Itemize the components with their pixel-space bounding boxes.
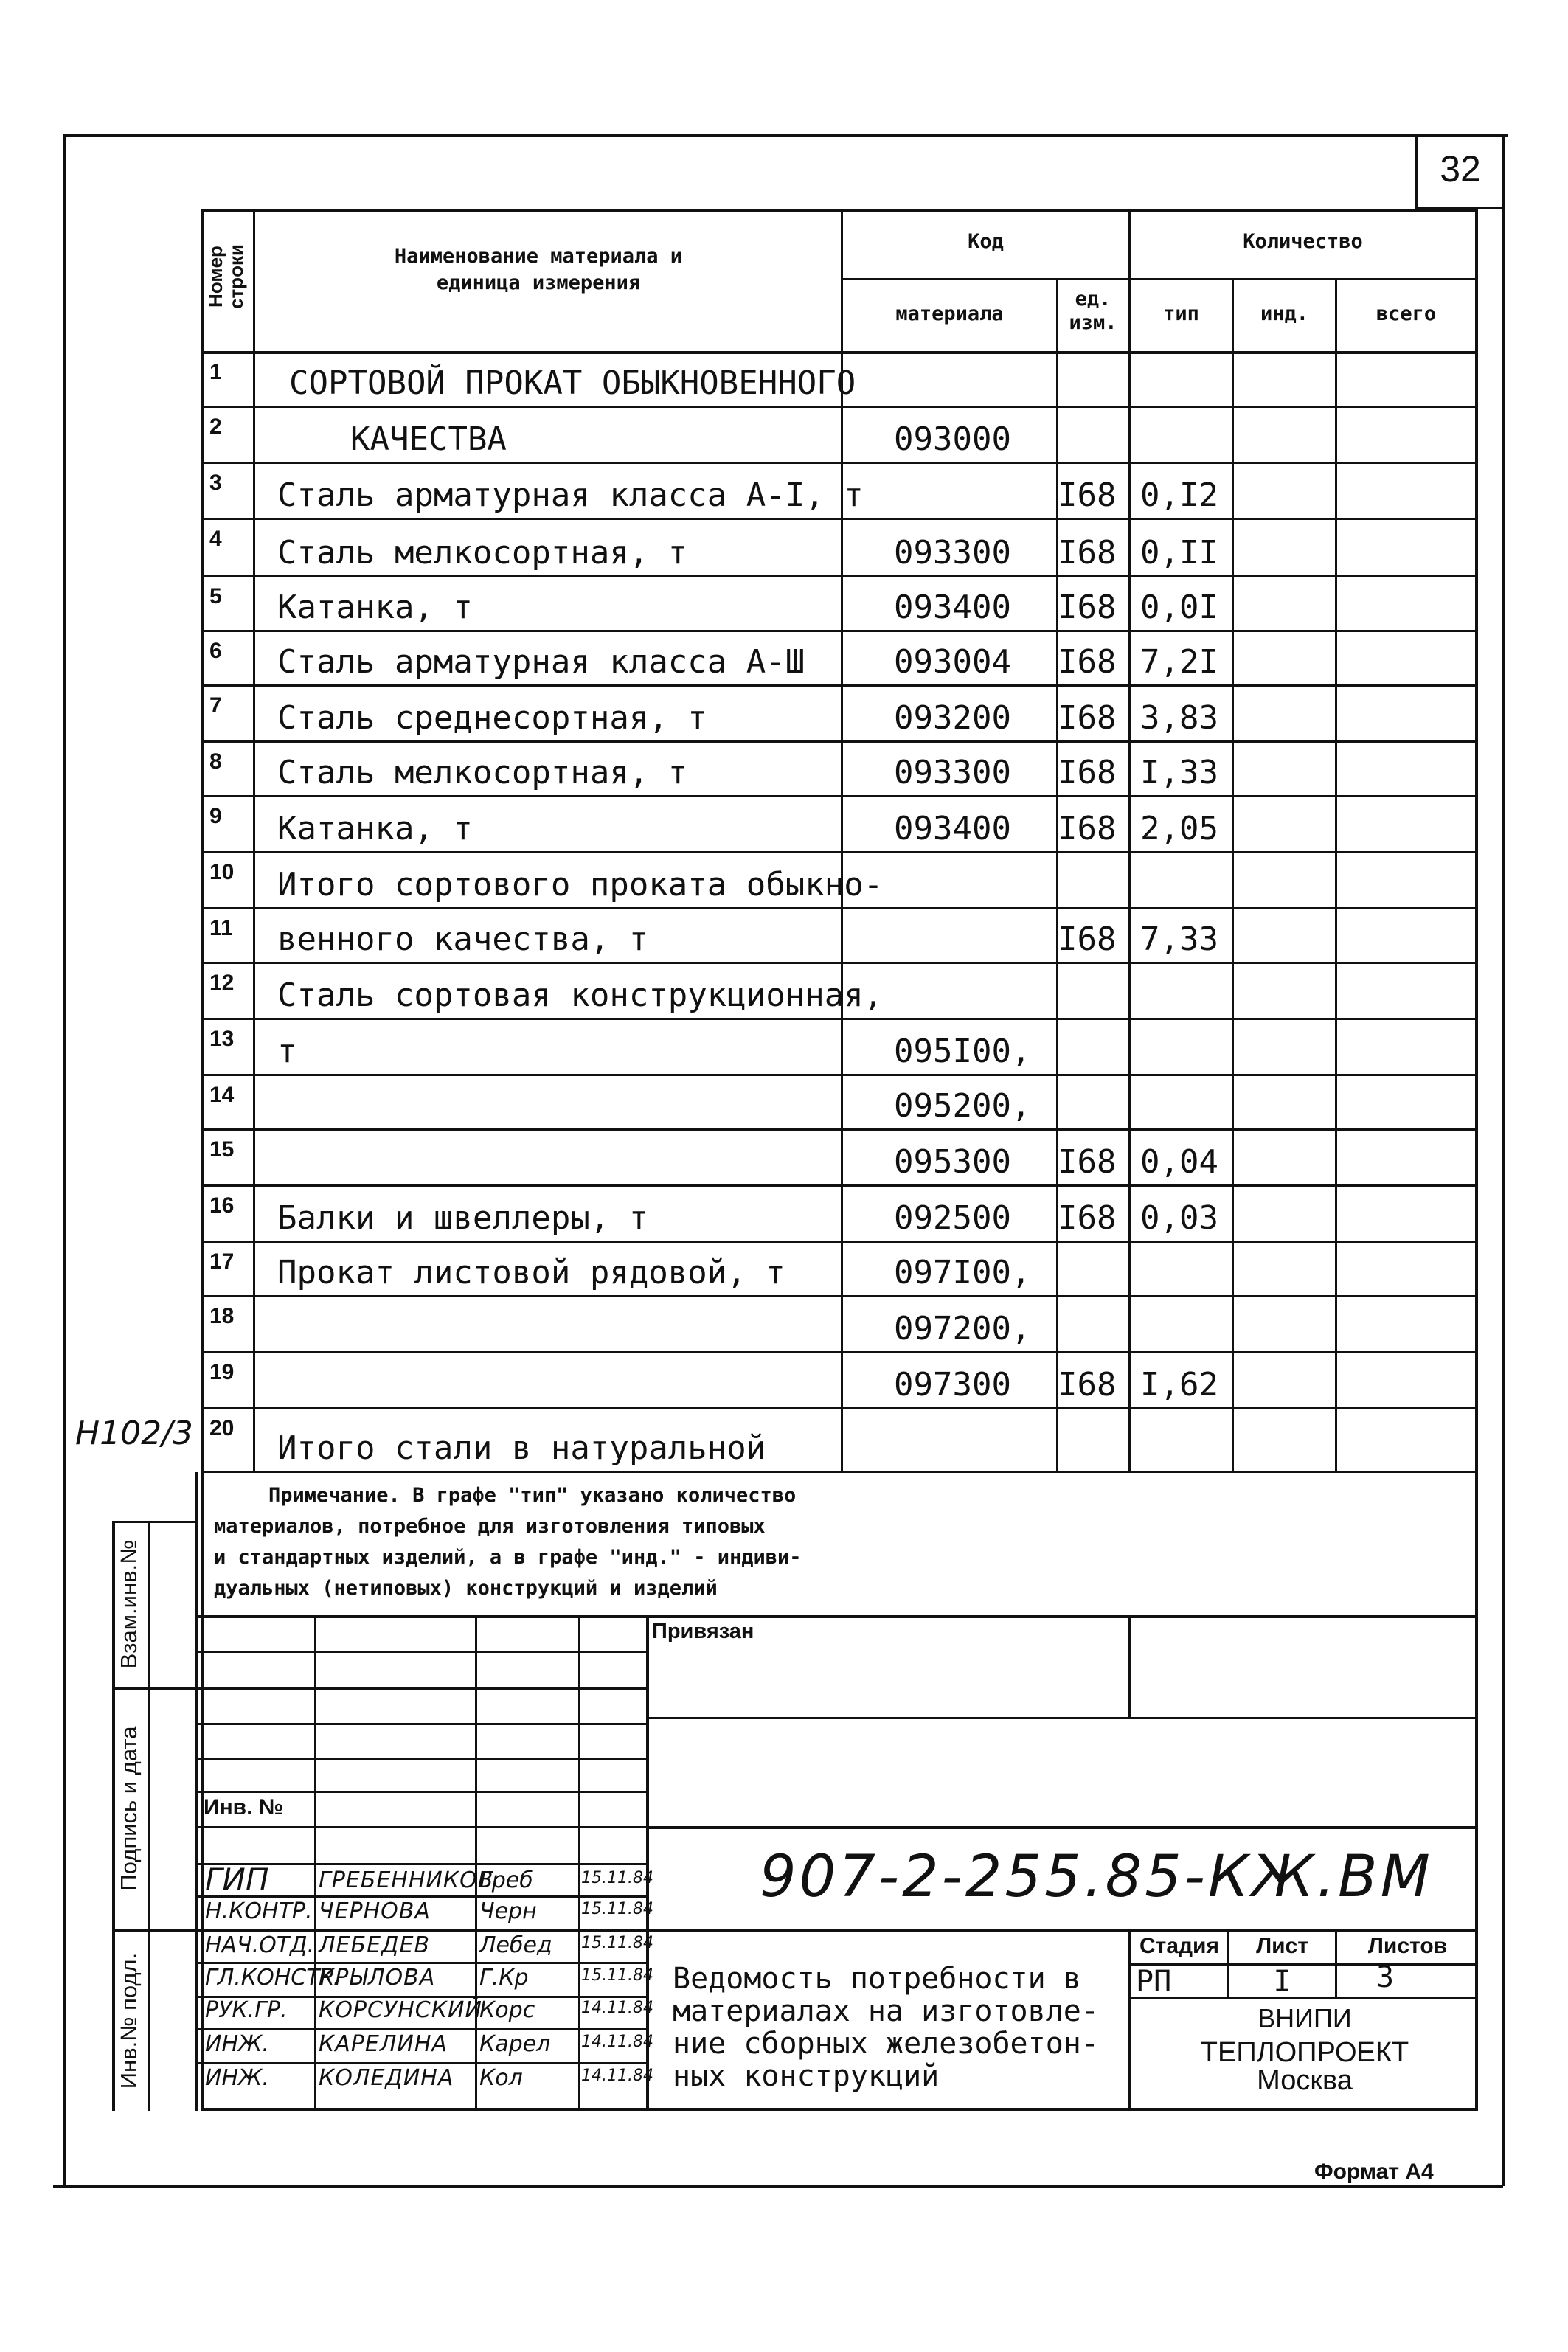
row-name: Итого сортового проката обыкно-	[277, 866, 884, 903]
row-separator	[201, 740, 1478, 743]
stage-value: РП	[1136, 1965, 1172, 1999]
row-number: 9	[209, 804, 222, 828]
row-unit: I68	[1058, 476, 1117, 514]
header-code-unit: ед. изм.	[1069, 288, 1117, 334]
row-separator	[201, 1471, 1478, 1473]
tb-privyazan-divider	[1128, 1615, 1131, 1718]
org-line-3: Москва	[1257, 2065, 1353, 2096]
row-code: 097300	[894, 1366, 1011, 1404]
row-name: Сталь мелкосортная, т	[277, 534, 688, 572]
document-designation: 907-2-255.85-КЖ.ВМ	[760, 1844, 1433, 1910]
row-name: СОРТОВОЙ ПРОКАТ ОБЫКНОВЕННОГО	[289, 364, 856, 402]
row-separator	[201, 406, 1478, 408]
format-label: Формат А4	[1314, 2160, 1434, 2184]
org-line-1: ВНИПИ	[1257, 2003, 1352, 2033]
header-qty-type: тип	[1163, 302, 1199, 325]
row-number: 4	[209, 527, 222, 551]
row-number: 8	[209, 749, 222, 774]
row-separator	[201, 795, 1478, 797]
row-separator	[201, 1074, 1478, 1076]
row-number: 1	[209, 360, 222, 384]
sheet-label: Лист	[1256, 1934, 1308, 1958]
tb-row-line	[198, 1687, 646, 1690]
row-number: 10	[209, 860, 235, 884]
row-number: 5	[209, 584, 222, 608]
row-separator	[201, 851, 1478, 853]
col-line-6	[1335, 278, 1337, 1472]
tb-row-line	[198, 1651, 646, 1653]
row-code: 092500	[894, 1199, 1011, 1237]
row-unit: I68	[1058, 810, 1117, 847]
note-line: и стандартных изделий, а в графе "инд." - индиви-	[214, 1546, 802, 1569]
staff-date: 14.11.84	[581, 2067, 653, 2085]
staff-role: РУК.ГР.	[205, 1997, 288, 2023]
row-name: Прокат листовой рядовой, т	[277, 1254, 785, 1291]
row-code: 095I00,	[894, 1033, 1031, 1070]
row-unit: I68	[1058, 1366, 1117, 1404]
staff-role: ИНЖ.	[205, 2031, 269, 2057]
row-number: 20	[209, 1416, 235, 1440]
header-subline-code	[841, 278, 1478, 280]
staff-role: Н.КОНТР.	[205, 1898, 313, 1924]
side-code: Н102/3	[75, 1415, 193, 1452]
tb-row-line	[198, 2062, 646, 2064]
stamp-frame-top	[112, 1521, 198, 1523]
row-separator	[201, 907, 1478, 909]
row-number: 15	[209, 1137, 235, 1162]
stamp-sep-2	[112, 1929, 198, 1932]
col-line-3	[1056, 278, 1058, 1472]
tb-row-line	[198, 1758, 646, 1760]
stamp-frame-left	[112, 1521, 115, 2111]
table-frame-left	[201, 209, 204, 2109]
tb-row-line	[198, 1723, 646, 1725]
tb-line-designation-bottom	[646, 1929, 1478, 1932]
row-type-qty: 0,04	[1140, 1143, 1218, 1181]
staff-date: 15.11.84	[581, 1869, 653, 1887]
row-name: Сталь арматурная класса А-Ш	[277, 643, 805, 681]
row-separator	[201, 1407, 1478, 1409]
row-separator	[201, 1241, 1478, 1243]
staff-name: КОЛЕДИНА	[319, 2065, 454, 2091]
staff-date: 15.11.84	[581, 1934, 653, 1952]
outer-frame-bottom	[53, 2185, 1503, 2188]
tb-line-designation-top	[646, 1826, 1478, 1829]
row-type-qty: 0,0I	[1140, 589, 1218, 626]
row-name: т	[277, 1033, 297, 1070]
row-number: 19	[209, 1360, 235, 1384]
tb-line-privyazan	[646, 1717, 1478, 1719]
row-unit: I68	[1058, 534, 1117, 572]
description-line: ных конструкций	[673, 2059, 940, 2093]
row-code: 097I00,	[894, 1254, 1031, 1291]
row-name: Катанка, т	[277, 810, 473, 847]
header-code: Код	[968, 230, 1004, 253]
inv-no-label: Инв. №	[204, 1795, 284, 1819]
sheets-label: Листов	[1367, 1934, 1448, 1958]
row-code: 093300	[894, 534, 1011, 572]
row-number: 2	[209, 414, 222, 439]
row-name: Балки и швеллеры, т	[277, 1199, 649, 1237]
row-name: Катанка, т	[277, 589, 473, 626]
row-type-qty: I,33	[1140, 754, 1218, 791]
row-separator	[201, 962, 1478, 964]
staff-signature: Корс	[479, 1997, 535, 2023]
outer-frame-right	[1502, 134, 1505, 2186]
row-separator	[201, 684, 1478, 687]
stage-label: Стадия	[1139, 1934, 1220, 1958]
col-line-4	[1128, 209, 1131, 1472]
staff-signature: Греб	[479, 1867, 533, 1893]
staff-role: НАЧ.ОТД.	[205, 1932, 315, 1958]
row-separator	[201, 630, 1478, 632]
staff-role: ИНЖ.	[205, 2065, 269, 2091]
description-line: материалах на изготовле-	[673, 1994, 1099, 2028]
row-code: 095300	[894, 1143, 1011, 1181]
sheets-value: 3	[1376, 1960, 1395, 1994]
staff-name: ГРЕБЕННИКОВ	[319, 1867, 494, 1893]
table-frame-bottom	[201, 2108, 1478, 2111]
row-name: венного качества, т	[277, 920, 649, 958]
row-separator	[201, 575, 1478, 577]
row-name: Итого стали в натуральной	[277, 1429, 766, 1467]
staff-role: ГИП	[205, 1862, 269, 1898]
row-unit: I68	[1058, 699, 1117, 737]
staff-signature: Г.Кр	[479, 1965, 529, 1991]
row-separator	[201, 1351, 1478, 1353]
row-number: 12	[209, 971, 235, 995]
note-line: материалов, потребное для изготовления типовых	[214, 1515, 766, 1538]
row-type-qty: 0,II	[1140, 534, 1218, 572]
row-code: 093004	[894, 643, 1011, 681]
staff-date: 14.11.84	[581, 2033, 653, 2051]
side-label-inv-podl: Инв.№ подл.	[116, 1952, 142, 2089]
row-number: 18	[209, 1304, 235, 1328]
row-number: 7	[209, 693, 222, 718]
staff-date: 14.11.84	[581, 1999, 653, 2017]
row-type-qty: 7,2I	[1140, 643, 1218, 681]
row-code: 093400	[894, 589, 1011, 626]
tb-row-line	[198, 1962, 646, 1964]
note-bottom-line	[195, 1615, 1478, 1618]
tb-row-line	[198, 1791, 646, 1793]
row-code: 093400	[894, 810, 1011, 847]
header-qty-ind: инд.	[1260, 302, 1309, 325]
description-line: Ведомость потребности в	[673, 1962, 1081, 1996]
staff-signature: Черн	[479, 1898, 537, 1924]
header-code-material: материала	[895, 302, 1004, 325]
description-line: ние сборных железобетон-	[673, 2027, 1099, 2061]
row-number: 14	[209, 1083, 235, 1107]
row-unit: I68	[1058, 1199, 1117, 1237]
row-type-qty: 3,83	[1140, 699, 1218, 737]
row-name: Сталь среднесортная, т	[277, 699, 707, 737]
row-number: 6	[209, 639, 222, 663]
row-type-qty: 2,05	[1140, 810, 1218, 847]
staff-name: ЧЕРНОВА	[319, 1898, 431, 1924]
staff-date: 15.11.84	[581, 1966, 653, 1985]
row-unit: I68	[1058, 643, 1117, 681]
row-code: 097200,	[894, 1310, 1031, 1347]
row-number: 17	[209, 1249, 235, 1274]
header-name: Наименование материала и единица измерения	[394, 245, 683, 294]
row-name: Сталь арматурная класса А-I, т	[277, 476, 864, 514]
side-label-podpis: Подпись и дата	[116, 1726, 142, 1891]
stamp-divider	[148, 1521, 150, 2111]
outer-frame-top	[63, 134, 1508, 137]
row-number: 3	[209, 471, 222, 495]
staff-name: КРЫЛОВА	[319, 1965, 436, 1991]
row-separator	[201, 518, 1478, 520]
stamp-sep-1	[112, 1687, 198, 1690]
staff-name: ЛЕБЕДЕВ	[319, 1932, 431, 1958]
row-number: 11	[209, 916, 233, 940]
row-unit: I68	[1058, 1143, 1117, 1181]
privyazan-label: Привязан	[652, 1620, 754, 1643]
row-name: Сталь сортовая конструкционная,	[277, 976, 884, 1014]
staff-name: КОРСУНСКИЙ	[319, 1997, 482, 2023]
header-bottom-line	[201, 351, 1478, 354]
staff-name: КАРЕЛИНА	[319, 2031, 448, 2057]
row-number: 13	[209, 1027, 235, 1051]
row-type-qty: 0,03	[1140, 1199, 1218, 1237]
col-line-1	[253, 209, 255, 1472]
tb-row-line	[198, 1929, 646, 1932]
row-unit: I68	[1058, 754, 1117, 791]
staff-signature: Лебед	[479, 1932, 552, 1958]
row-code: 093300	[894, 754, 1011, 791]
row-name: Сталь мелкосортная, т	[277, 754, 688, 791]
row-name: КАЧЕСТВА	[350, 420, 507, 458]
row-separator	[201, 1128, 1478, 1131]
row-unit: I68	[1058, 920, 1117, 958]
row-separator	[201, 1295, 1478, 1297]
row-number: 16	[209, 1193, 235, 1218]
staff-signature: Карел	[479, 2031, 551, 2057]
note-line: дуальных (нетиповых) конструкций и изделий	[214, 1577, 718, 1600]
header-quantity: Количество	[1243, 230, 1363, 253]
row-code: 095200,	[894, 1087, 1031, 1125]
row-type-qty: I,62	[1140, 1366, 1218, 1404]
sheet-value: I	[1273, 1965, 1291, 1999]
header-row-no: Номер строки	[204, 244, 247, 309]
page-number: 32	[1440, 148, 1481, 190]
tb-row-line	[198, 1826, 646, 1828]
row-unit: I68	[1058, 589, 1117, 626]
org-line-2: ТЕПЛОПРОЕКТ	[1200, 2037, 1409, 2068]
staff-date: 15.11.84	[581, 1900, 653, 1918]
row-type-qty: 7,33	[1140, 920, 1218, 958]
note-line: Примечание. В графе "тип" указано количество	[268, 1484, 797, 1507]
staff-role: ГЛ.КОНСТР.	[205, 1965, 341, 1991]
row-separator	[201, 1018, 1478, 1020]
tb-row-line	[198, 2028, 646, 2030]
row-separator	[201, 1184, 1478, 1187]
outer-frame-left	[63, 134, 66, 2186]
table-frame-right	[1475, 209, 1478, 2109]
col-line-5	[1232, 278, 1234, 1472]
side-label-vzam: Взам.инв.№	[116, 1539, 142, 1669]
row-code: 093200	[894, 699, 1011, 737]
row-separator	[201, 462, 1478, 464]
staff-signature: Кол	[479, 2065, 523, 2091]
header-qty-total: всего	[1376, 302, 1437, 325]
row-type-qty: 0,I2	[1140, 476, 1218, 514]
table-frame-top	[201, 209, 1478, 212]
row-code: 093000	[894, 420, 1011, 458]
